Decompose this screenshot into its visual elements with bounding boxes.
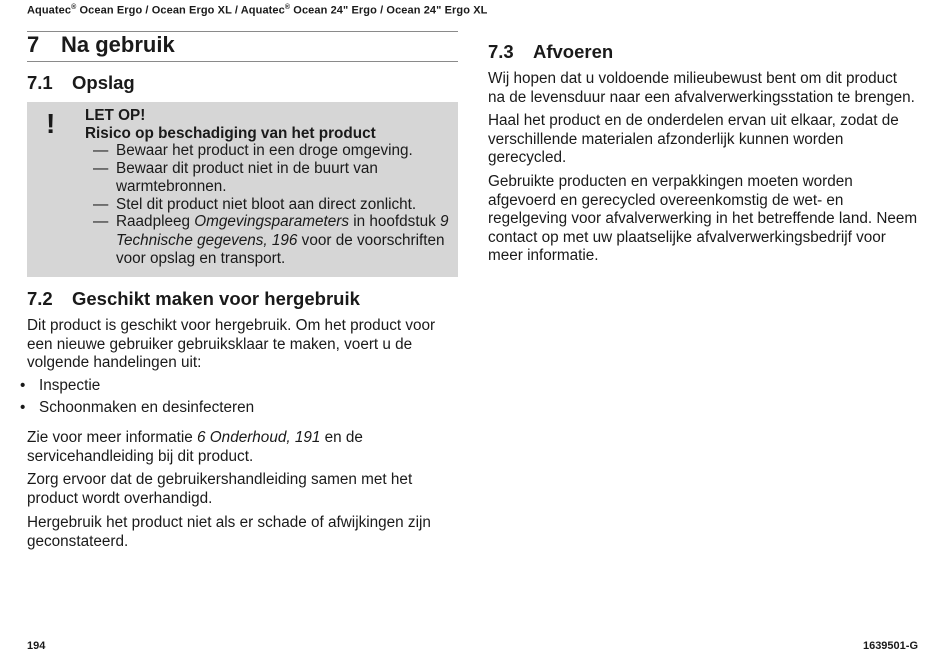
warning-item-1: Bewaar het product in een droge omgeving.	[116, 142, 413, 159]
running-header: Aquatec® Ocean Ergo / Ocean Ergo XL / Aquatec® Ocean 24" Ergo / Ocean 24" Ergo XL	[27, 4, 488, 17]
list-item: Schoonmaken en desinfecteren	[39, 399, 255, 416]
warning-item-2-cont: warmtebronnen.	[116, 178, 227, 195]
section-7-3-heading: 7.3 Afvoeren	[488, 41, 614, 62]
section-7-2-heading: 7.2 Geschikt maken voor hergebruik	[27, 288, 360, 309]
warning-exclamation-icon: !	[46, 108, 56, 139]
warning-item-2: Bewaar dit product niet in de buurt van	[116, 160, 378, 177]
warning-title: Risico op beschadiging van het product	[85, 125, 376, 142]
chapter-title: 7 Na gebruik	[27, 32, 175, 57]
list-item: Inspectie	[39, 377, 101, 394]
warning-item-3: Stel dit product niet bloot aan direct zonlicht.	[116, 196, 417, 213]
document-id: 1639501-G	[862, 640, 918, 652]
dash-marker: —	[93, 160, 109, 177]
dash-marker: —	[93, 142, 109, 159]
paragraph: Haal het product en de onderdelen ervan uit elkaar, zodat de verschillende materialen afzonderlijk kunnen worden gerecycled.	[488, 112, 899, 167]
warning-label: LET OP!	[85, 107, 146, 124]
section-7-1-heading: 7.1 Opslag	[27, 72, 135, 93]
dash-marker: —	[93, 213, 109, 230]
warning-item-4-cont2: voor opslag en transport.	[116, 250, 286, 267]
paragraph: Hergebruik het product niet als er schade of afwijkingen zijn geconstateerd.	[27, 514, 431, 550]
cross-reference-link[interactable]: Omgevingsparameters	[194, 213, 349, 230]
cross-reference-link[interactable]: Technische gegevens, 196	[116, 232, 298, 249]
bullet-marker: •	[20, 377, 26, 394]
cross-reference-link[interactable]: 9	[439, 213, 449, 230]
paragraph: Zorg ervoor dat de gebruikershandleiding samen met het product wordt overhandigd.	[27, 471, 413, 507]
paragraph: Wij hopen dat u voldoende milieubewust bent om dit product na de levensduur naar een afvalverwerkingsstation te brengen.	[488, 70, 915, 106]
bullet-marker: •	[20, 399, 26, 416]
warning-item-4: Raadpleeg Omgevingsparameters in hoofdstuk 9	[116, 213, 449, 230]
chapter-rule	[27, 61, 458, 62]
paragraph: Dit product is geschikt voor hergebruik. Om het product voor een nieuwe gebruiker gebruiksklaar te maken, voert u de volgende handelingen uit:	[27, 317, 436, 372]
dash-marker: —	[93, 196, 109, 213]
page-number: 194	[27, 640, 46, 652]
warning-item-4-cont: Technische gegevens, 196 voor de voorschriften	[116, 232, 445, 249]
paragraph: Zie voor meer informatie 6 Onderhoud, 191 en de servicehandleiding bij dit product.	[27, 429, 363, 465]
paragraph: Gebruikte producten en verpakkingen moeten worden afgevoerd en gerecycled overeenkomstig de wet- en regelgeving voor afvalverwerking in het betreffende land. Neem contact op met uw plaatselijke afvalverwerkingsbedrijf voor meer informatie.	[488, 173, 918, 265]
cross-reference-link[interactable]: 6 Onderhoud, 191	[197, 429, 321, 446]
